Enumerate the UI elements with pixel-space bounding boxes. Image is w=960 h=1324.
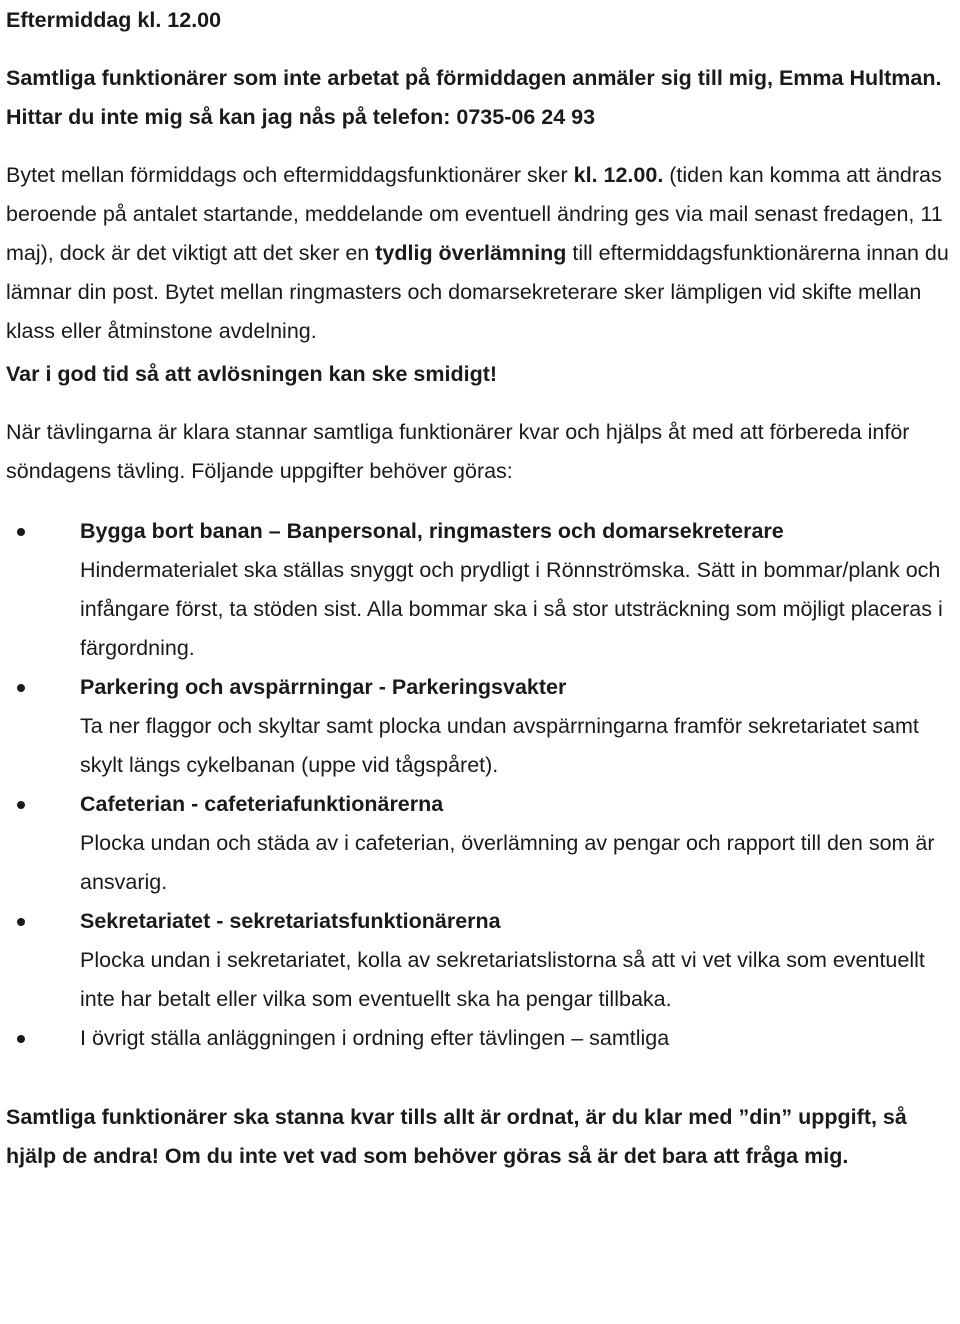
- bullet-icon: [17, 1035, 25, 1043]
- shift-change-text-2: (tiden kan komma att ändras beroende på antalet startande, meddelande om eventuell ändring ges via mail senast fredagen, 11 maj), dock är det viktigt att det sker en: [6, 163, 943, 265]
- intro-text: Samtliga funktionärer som inte arbetat på förmiddagen anmäler sig till mig, Emma Hultman. Hittar du inte mig så kan jag nås på telefon: 0735-06 24 93: [6, 66, 942, 129]
- bullet-icon: [17, 528, 25, 536]
- task-title: Bygga bort banan – Banpersonal, ringmasters och domarsekreterare: [80, 519, 784, 543]
- task-description: Ta ner flaggor och skyltar samt plocka undan avspärrningarna framför sekretariatet samt skylt längs cykelbanan (uppe vid tågspåret).: [80, 714, 919, 777]
- task-list: [6, 512, 954, 1058]
- task-description: I övrigt ställa anläggningen i ordning efter tävlingen – samtliga: [80, 1026, 670, 1050]
- task-title: Parkering och avspärrningar - Parkeringsvakter: [80, 675, 567, 699]
- task-title: Cafeterian - cafeteriafunktionärerna: [80, 792, 444, 816]
- reminder-paragraph: [6, 355, 954, 394]
- list-item: [6, 785, 954, 902]
- task-title: Sekretariatet - sekretariatsfunktionärerna: [80, 909, 501, 933]
- list-item: [6, 902, 954, 1019]
- closing-paragraph: [6, 1098, 954, 1176]
- bullet-icon: [17, 918, 25, 926]
- after-competition-paragraph: När tävlingarna är klara stannar samtliga funktionärer kvar och hjälps åt med att förbereda inför söndagens tävling. Följande uppgifter behöver göras:: [6, 420, 910, 483]
- closing-text: Samtliga funktionärer ska stanna kvar tills allt är ordnat, är du klar med ”din” uppgift, så hjälp de andra! Om du inte vet vad som behöver göras så är det bara att fråga mig.: [6, 1105, 907, 1168]
- list-item: [6, 668, 954, 785]
- task-description: Plocka undan i sekretariatet, kolla av sekretariatslistorna så att vi vet vilka som eventuellt inte har betalt eller vilka som eventuellt ska ha pengar tillbaka.: [80, 948, 925, 1011]
- bullet-icon: [17, 801, 25, 809]
- reminder-text: Var i god tid så att avlösningen kan ske smidigt!: [6, 362, 498, 386]
- shift-change-text-1: Bytet mellan förmiddags och eftermiddagsfunktionärer sker: [6, 163, 574, 187]
- shift-change-time: kl. 12.00.: [573, 163, 664, 187]
- list-item: [6, 1019, 954, 1058]
- shift-change-paragraph: [6, 156, 954, 351]
- section-heading: Eftermiddag kl. 12.00: [6, 8, 222, 32]
- list-item: [6, 512, 954, 668]
- bullet-icon: [17, 684, 25, 692]
- handover-emphasis: tydlig överlämning: [375, 241, 567, 265]
- intro-paragraph: [6, 59, 954, 137]
- shift-change-text-3: till eftermiddagsfunktionärerna innan du lämnar din post. Bytet mellan ringmasters och domarsekreterare sker lämpligen vid skifte mellan klass eller åtminstone avdelning.: [6, 241, 949, 343]
- task-description: Plocka undan och städa av i cafeterian, överlämning av pengar och rapport till den som är ansvarig.: [80, 831, 935, 894]
- task-description: Hindermaterialet ska ställas snyggt och prydligt i Rönnströmska. Sätt in bommar/plank och infångare först, ta stöden sist. Alla bommar ska i så stor utsträckning som möjligt placeras i färgordning.: [80, 558, 943, 660]
